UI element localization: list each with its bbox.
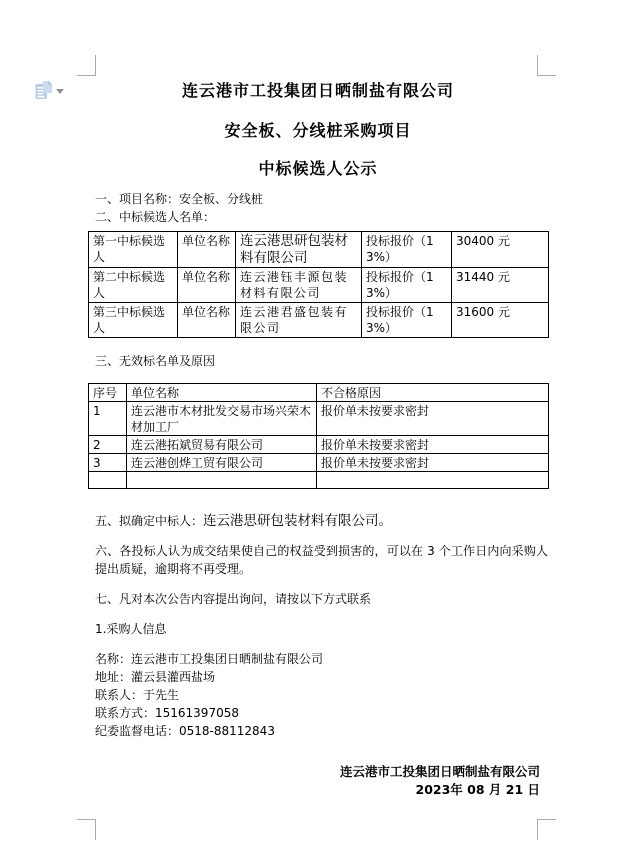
buyer-contact-person: 联系人：于先生	[95, 688, 180, 702]
invalid-no: 2	[89, 436, 127, 454]
signature-date: 2023年 08 月 21 日	[415, 782, 540, 797]
col-header-company: 单位名称	[127, 384, 317, 402]
section-contact-heading: 七、凡对本次公告内容提出询问，请按以下方式联系	[95, 592, 372, 606]
signature-block	[88, 763, 548, 799]
candidate-company: 连云港钰丰源包装材料有限公司	[236, 268, 362, 303]
paste-options-button[interactable]	[35, 81, 64, 100]
bid-price: 31600 元	[452, 303, 549, 338]
buyer-name: 名称：连云港市工投集团日晒制盐有限公司	[95, 652, 324, 666]
invalid-company: 连云港创烨工贸有限公司	[127, 454, 317, 472]
bid-price: 30400 元	[452, 232, 549, 268]
col-header-reason: 不合格原因	[317, 384, 549, 402]
table-row	[89, 303, 549, 338]
buyer-contact-info	[95, 650, 548, 740]
candidate-rank: 第二中标候选人	[89, 268, 178, 303]
invalid-company	[127, 472, 317, 489]
bid-price: 31440 元	[452, 268, 549, 303]
document-body	[88, 0, 548, 799]
bid-price-label: 投标报价（13%）	[362, 268, 452, 303]
col-header-no: 序号	[89, 384, 127, 402]
unit-name-label: 单位名称	[178, 303, 236, 338]
bid-price-label: 投标报价（13%）	[362, 303, 452, 338]
section-winner	[95, 512, 548, 530]
buyer-info-heading: 1.采购人信息	[95, 622, 167, 636]
table-row	[89, 232, 549, 268]
buyer-address: 地址：灌云县灌西盐场	[95, 670, 216, 684]
table-row	[89, 454, 549, 472]
table-row	[89, 402, 549, 436]
candidate-rank: 第三中标候选人	[89, 303, 178, 338]
section-candidates-heading: 二、中标候选人名单：	[95, 210, 216, 224]
margin-crop-mark-bottom-left	[77, 819, 96, 840]
candidate-company: 连云港君盛包装有限公司	[236, 303, 362, 338]
margin-crop-mark-bottom-right	[537, 819, 556, 840]
doc-title-project: 安全板、分线桩采购项目	[224, 121, 412, 140]
unit-name-label: 单位名称	[178, 232, 236, 268]
invalid-reason: 报价单未按要求密封	[317, 402, 549, 436]
candidates-table	[88, 231, 549, 338]
invalid-company: 连云港拓斌贸易有限公司	[127, 436, 317, 454]
table-row-empty	[89, 472, 549, 489]
invalid-company: 连云港市木材批发交易市场兴荣木材加工厂	[127, 402, 317, 436]
candidate-company: 连云港思研包装材料有限公司	[236, 232, 362, 268]
table-row	[89, 268, 549, 303]
section-project-name: 一、项目名称：安全板、分线桩	[95, 192, 264, 206]
winner-company: 连云港思研包装材料有限公司。	[203, 513, 393, 529]
doc-title-notice: 中标候选人公示	[258, 159, 378, 178]
unit-name-label: 单位名称	[178, 268, 236, 303]
table-header-row	[89, 384, 549, 402]
paste-clipboard-icon	[35, 81, 52, 100]
chevron-down-icon	[56, 89, 64, 94]
invalid-reason: 报价单未按要求密封	[317, 436, 549, 454]
bid-price-label: 投标报价（13%）	[362, 232, 452, 268]
doc-title-company: 连云港市工投集团日晒制盐有限公司	[181, 81, 454, 100]
invalid-no	[89, 472, 127, 489]
invalid-no: 1	[89, 402, 127, 436]
winner-label: 五、拟确定中标人：	[95, 514, 204, 528]
section-objection-notice: 六、各投标人认为成交结果使自己的权益受到损害的，可以在 3 个工作日内向采购人提出质疑，逾期将不再受理。	[95, 544, 548, 576]
invalid-reason: 报价单未按要求密封	[317, 454, 549, 472]
table-row	[89, 436, 549, 454]
invalid-bids-table	[88, 383, 549, 489]
invalid-reason	[317, 472, 549, 489]
invalid-no: 3	[89, 454, 127, 472]
candidate-rank: 第一中标候选人	[89, 232, 178, 268]
buyer-phone: 联系方式：15161397058	[95, 706, 239, 720]
supervision-phone: 纪委监督电话：0518-88112843	[95, 724, 275, 738]
section-invalid-heading: 三、无效标名单及原因	[95, 354, 216, 368]
signature-company: 连云港市工投集团日晒制盐有限公司	[339, 764, 540, 779]
